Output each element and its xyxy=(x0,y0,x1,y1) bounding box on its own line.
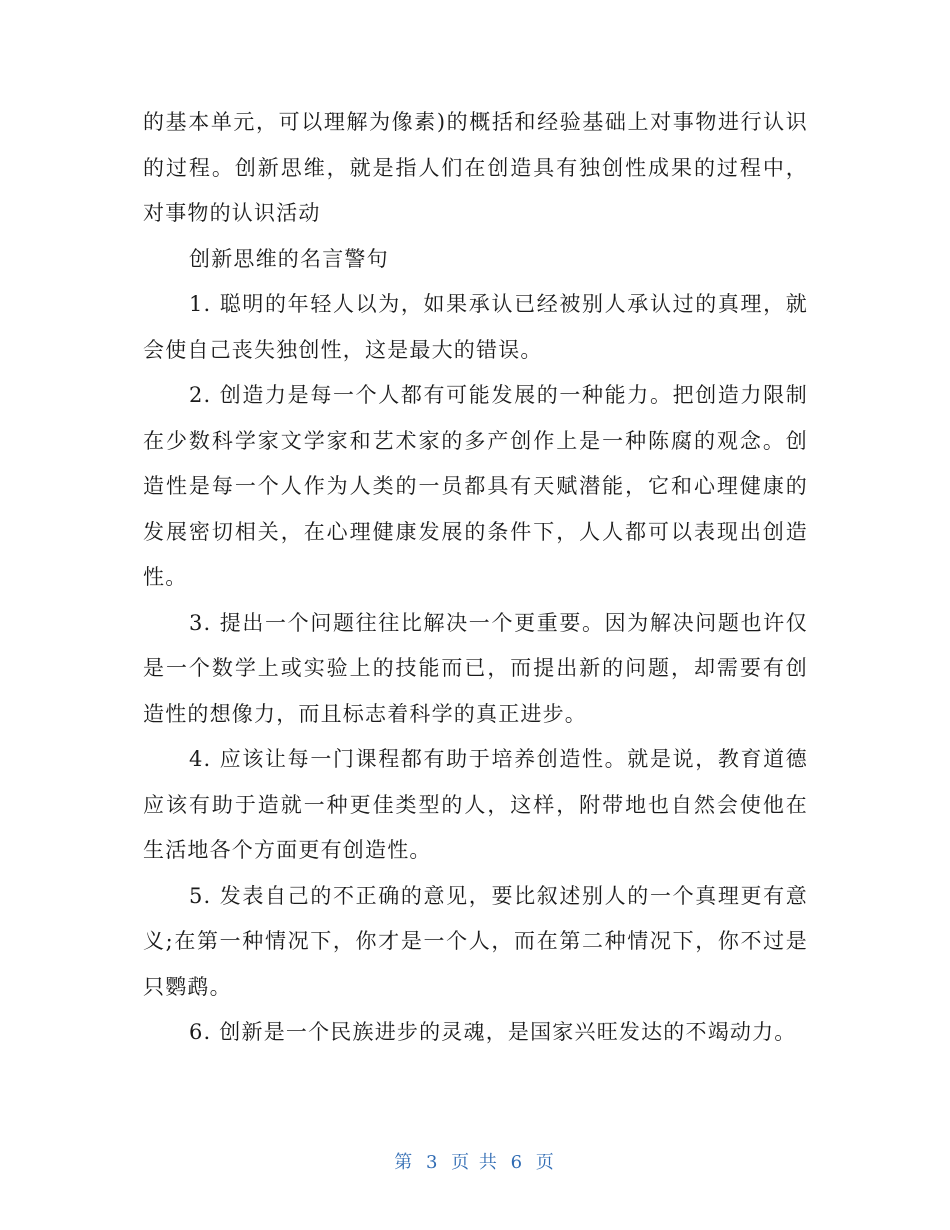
footer-current-page: 3 xyxy=(425,1152,440,1173)
quote-item-2: 2. 创造力是每一个人都有可能发展的一种能力。把创造力限制在少数科学家文学家和艺术家的多产创作上是一种陈腐的观念。创造性是每一个人作为人类的一员都具有天赋潜能，它和心理健康的发展密切相关，在心理健康发展的条件下，人人都可以表现出创造性。 xyxy=(143,383,808,589)
document-body xyxy=(143,100,808,1056)
quote-item-3: 3. 提出一个问题往往比解决一个更重要。因为解决问题也许仅是一个数学上或实验上的技能而已，而提出新的问题，却需要有创造性的想像力，而且标志着科学的真正进步。 xyxy=(143,610,808,726)
footer-total-pages: 6 xyxy=(510,1152,525,1173)
quote-item-1: 1. 聪明的年轻人以为，如果承认已经被别人承认过的真理，就会使自己丧失独创性，这是最大的错误。 xyxy=(143,292,808,362)
paragraph-continuation: 的基本单元，可以理解为像素)的概括和经验基础上对事物进行认识的过程。创新思维，就是指人们在创造具有独创性成果的过程中，对事物的认识活动 xyxy=(143,110,808,225)
section-heading: 创新思维的名言警句 xyxy=(189,246,389,271)
footer-prefix: 第 xyxy=(394,1152,415,1173)
footer-middle: 页 共 xyxy=(451,1152,499,1173)
quote-item-4: 4. 应该让每一门课程都有助于培养创造性。就是说，教育道德应该有助于造就一种更佳类型的人，这样，附带地也自然会使他在生活地各个方面更有创造性。 xyxy=(143,747,808,862)
footer-suffix: 页 xyxy=(535,1152,556,1173)
quote-item-6: 6. 创新是一个民族进步的灵魂，是国家兴旺发达的不竭动力。 xyxy=(189,1020,797,1044)
page-footer xyxy=(0,1148,950,1174)
quote-item-5: 5. 发表自己的不正确的意见，要比叙述别人的一个真理更有意义;在第一种情况下，你才是一个人，而在第二种情况下，你不过是只鹦鹉。 xyxy=(143,883,808,999)
